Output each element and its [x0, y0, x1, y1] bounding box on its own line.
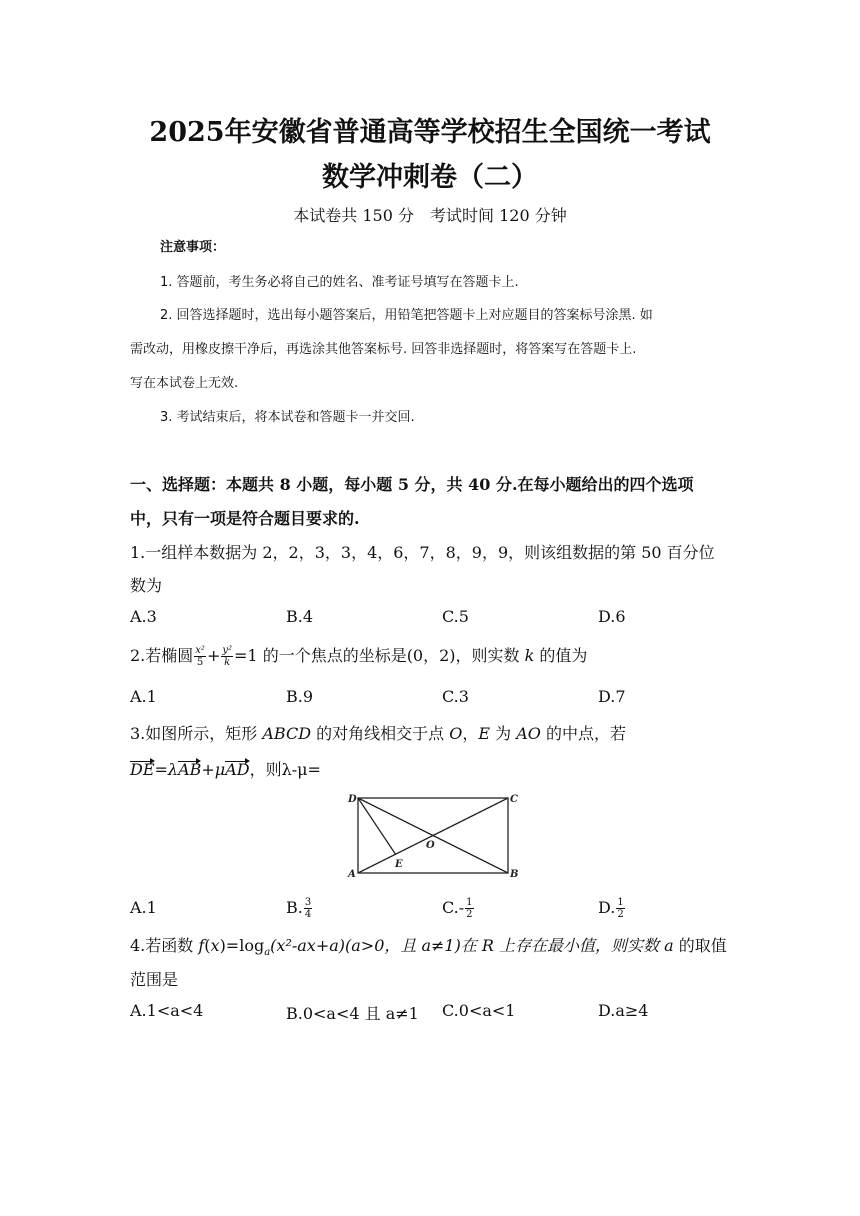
question-2-suffix: 的值为	[534, 646, 588, 665]
question-2-option-b: B.9	[286, 687, 314, 706]
q3-text-b: 的对角线相交于点	[311, 724, 450, 743]
question-3-line1	[130, 721, 626, 744]
question-4-option-d: D.a≥4	[598, 1001, 649, 1020]
q4-x: x	[210, 936, 220, 955]
q4-a: a	[664, 936, 674, 955]
q4-log-base: a	[264, 947, 271, 959]
question-4-option-b: B.0<a<4 且 a≠1	[286, 1004, 419, 1023]
q4-text-d: (x²-ax+a)(a>0，且 a≠1)在 R 上存在最小值，则实数	[270, 936, 665, 955]
question-4-option-c: C.0<a<1	[442, 1001, 516, 1020]
q3-text-c: ，	[462, 724, 479, 743]
q3-option-d-num: 1	[617, 897, 624, 908]
label-o: O	[426, 840, 435, 851]
fraction-y-numerator: y²	[222, 645, 233, 656]
question-1-line1: 1.一组样本数据为 2，2，3，3，4，6，7，8，9，9，则该组数据的第 50 百分位	[130, 543, 715, 562]
question-1-option-c: C.5	[442, 607, 469, 626]
notes-heading: 注意事项：	[160, 240, 226, 255]
question-4-line1	[130, 933, 727, 958]
q3-option-d-fraction	[616, 897, 624, 920]
notes-item-3: 3. 考试结束后，将本试卷和答题卡一并交回.	[160, 410, 415, 425]
notes-item-2-line2: 需改动，用橡皮擦干净后，再选涂其他答案标号. 回答非选择题时，将答案写在答题卡上.	[130, 342, 637, 357]
label-a: A	[348, 869, 356, 880]
q4-text-a: 4.若函数	[130, 936, 199, 955]
segment-de	[358, 798, 396, 854]
q3-option-c-prefix: C.-	[442, 898, 465, 917]
question-2-middle: =1 的一个焦点的坐标是(0，2)，则实数	[234, 646, 525, 665]
q3-plus-mu: +μ	[201, 760, 226, 779]
q4-text-c: )=log	[219, 936, 265, 955]
q3-text-a: 3.如图所示，矩形	[130, 724, 263, 743]
question-2-option-d: D.7	[598, 687, 626, 706]
section-1-heading-line2: 中，只有一项是符合题目要求的.	[130, 509, 360, 528]
q3-option-b-fraction	[304, 897, 312, 920]
q3-text-e: 的中点，若	[540, 724, 627, 743]
q3-option-d-prefix: D.	[598, 898, 616, 917]
q3-eq-lambda: =λ	[154, 760, 179, 779]
q4-text-e: 的取值	[673, 936, 727, 955]
question-3-option-b	[286, 895, 313, 921]
q3-option-b-num: 3	[304, 897, 312, 908]
vector-de: DE	[130, 760, 155, 779]
exam-title-line2: 数学冲刺卷（二）	[322, 162, 538, 193]
q3-option-c-fraction	[465, 897, 473, 920]
label-e: E	[395, 859, 403, 870]
question-1-line2: 数为	[130, 576, 163, 595]
question-2-fraction-y	[221, 645, 233, 668]
question-2-plus: +	[206, 646, 221, 665]
q3-e: E	[478, 724, 491, 743]
vector-ab: AB	[178, 760, 202, 779]
fraction-y-denominator: k	[224, 657, 231, 668]
q3-option-b-prefix: B.	[286, 898, 303, 917]
fraction-x-denominator: 5	[196, 657, 204, 668]
notes-item-2-line1: 2. 回答选择题时，选出每小题答案后，用铅笔把答题卡上对应题目的答案标号涂黑. 如	[160, 308, 653, 323]
question-2-option-c: C.3	[442, 687, 469, 706]
q3-text-d: 为	[490, 724, 517, 743]
q3-option-c-den: 2	[466, 909, 473, 920]
fraction-x-numerator: x²	[195, 645, 205, 656]
q3-option-c-num: 1	[466, 897, 473, 908]
question-2-option-a: A.1	[130, 687, 157, 706]
q3-o: O	[449, 724, 463, 743]
q4-f: f	[198, 936, 205, 955]
notes-item-1: 1. 答题前，考生务必将自己的姓名、准考证号填写在答题卡上.	[160, 275, 519, 290]
label-c: C	[510, 794, 518, 805]
q3-tail: ，则λ-μ=	[249, 760, 321, 779]
question-1-option-d: D.6	[598, 607, 626, 626]
question-1-option-a: A.3	[130, 607, 157, 626]
vector-ad: AD	[225, 760, 250, 779]
notes-item-2-line3: 写在本试卷上无效.	[130, 376, 239, 391]
question-3-line2	[130, 757, 321, 780]
question-4-line2: 范围是	[130, 970, 179, 989]
question-1-option-b: B.4	[286, 607, 314, 626]
q3-option-b-den: 4	[304, 909, 312, 920]
rectangle-abcd-figure	[340, 785, 530, 885]
section-1-heading-line1: 一、选择题：本题共 8 小题，每小题 5 分，共 40 分.在每小题给出的四个选项	[130, 475, 694, 494]
q3-ao: AO	[516, 724, 541, 743]
question-2-line	[130, 638, 587, 674]
q3-abcd: ABCD	[262, 724, 312, 743]
question-2-fraction-x	[194, 645, 206, 668]
question-4-option-a: A.1<a<4	[130, 1001, 204, 1020]
question-2-var-k: k	[524, 646, 535, 665]
label-d: D	[348, 794, 357, 805]
q3-option-d-den: 2	[617, 909, 624, 920]
label-b: B	[510, 869, 519, 880]
question-3-option-c	[442, 895, 475, 921]
question-2-prefix: 2.若椭圆	[130, 646, 194, 665]
q4-text-b: (	[204, 936, 211, 955]
exam-subtitle: 本试卷共 150 分 考试时间 120 分钟	[293, 206, 567, 225]
question-3-option-d	[598, 895, 626, 921]
exam-title-line1: 2025年安徽省普通高等学校招生全国统一考试	[149, 117, 711, 148]
question-3-option-a: A.1	[130, 898, 157, 917]
